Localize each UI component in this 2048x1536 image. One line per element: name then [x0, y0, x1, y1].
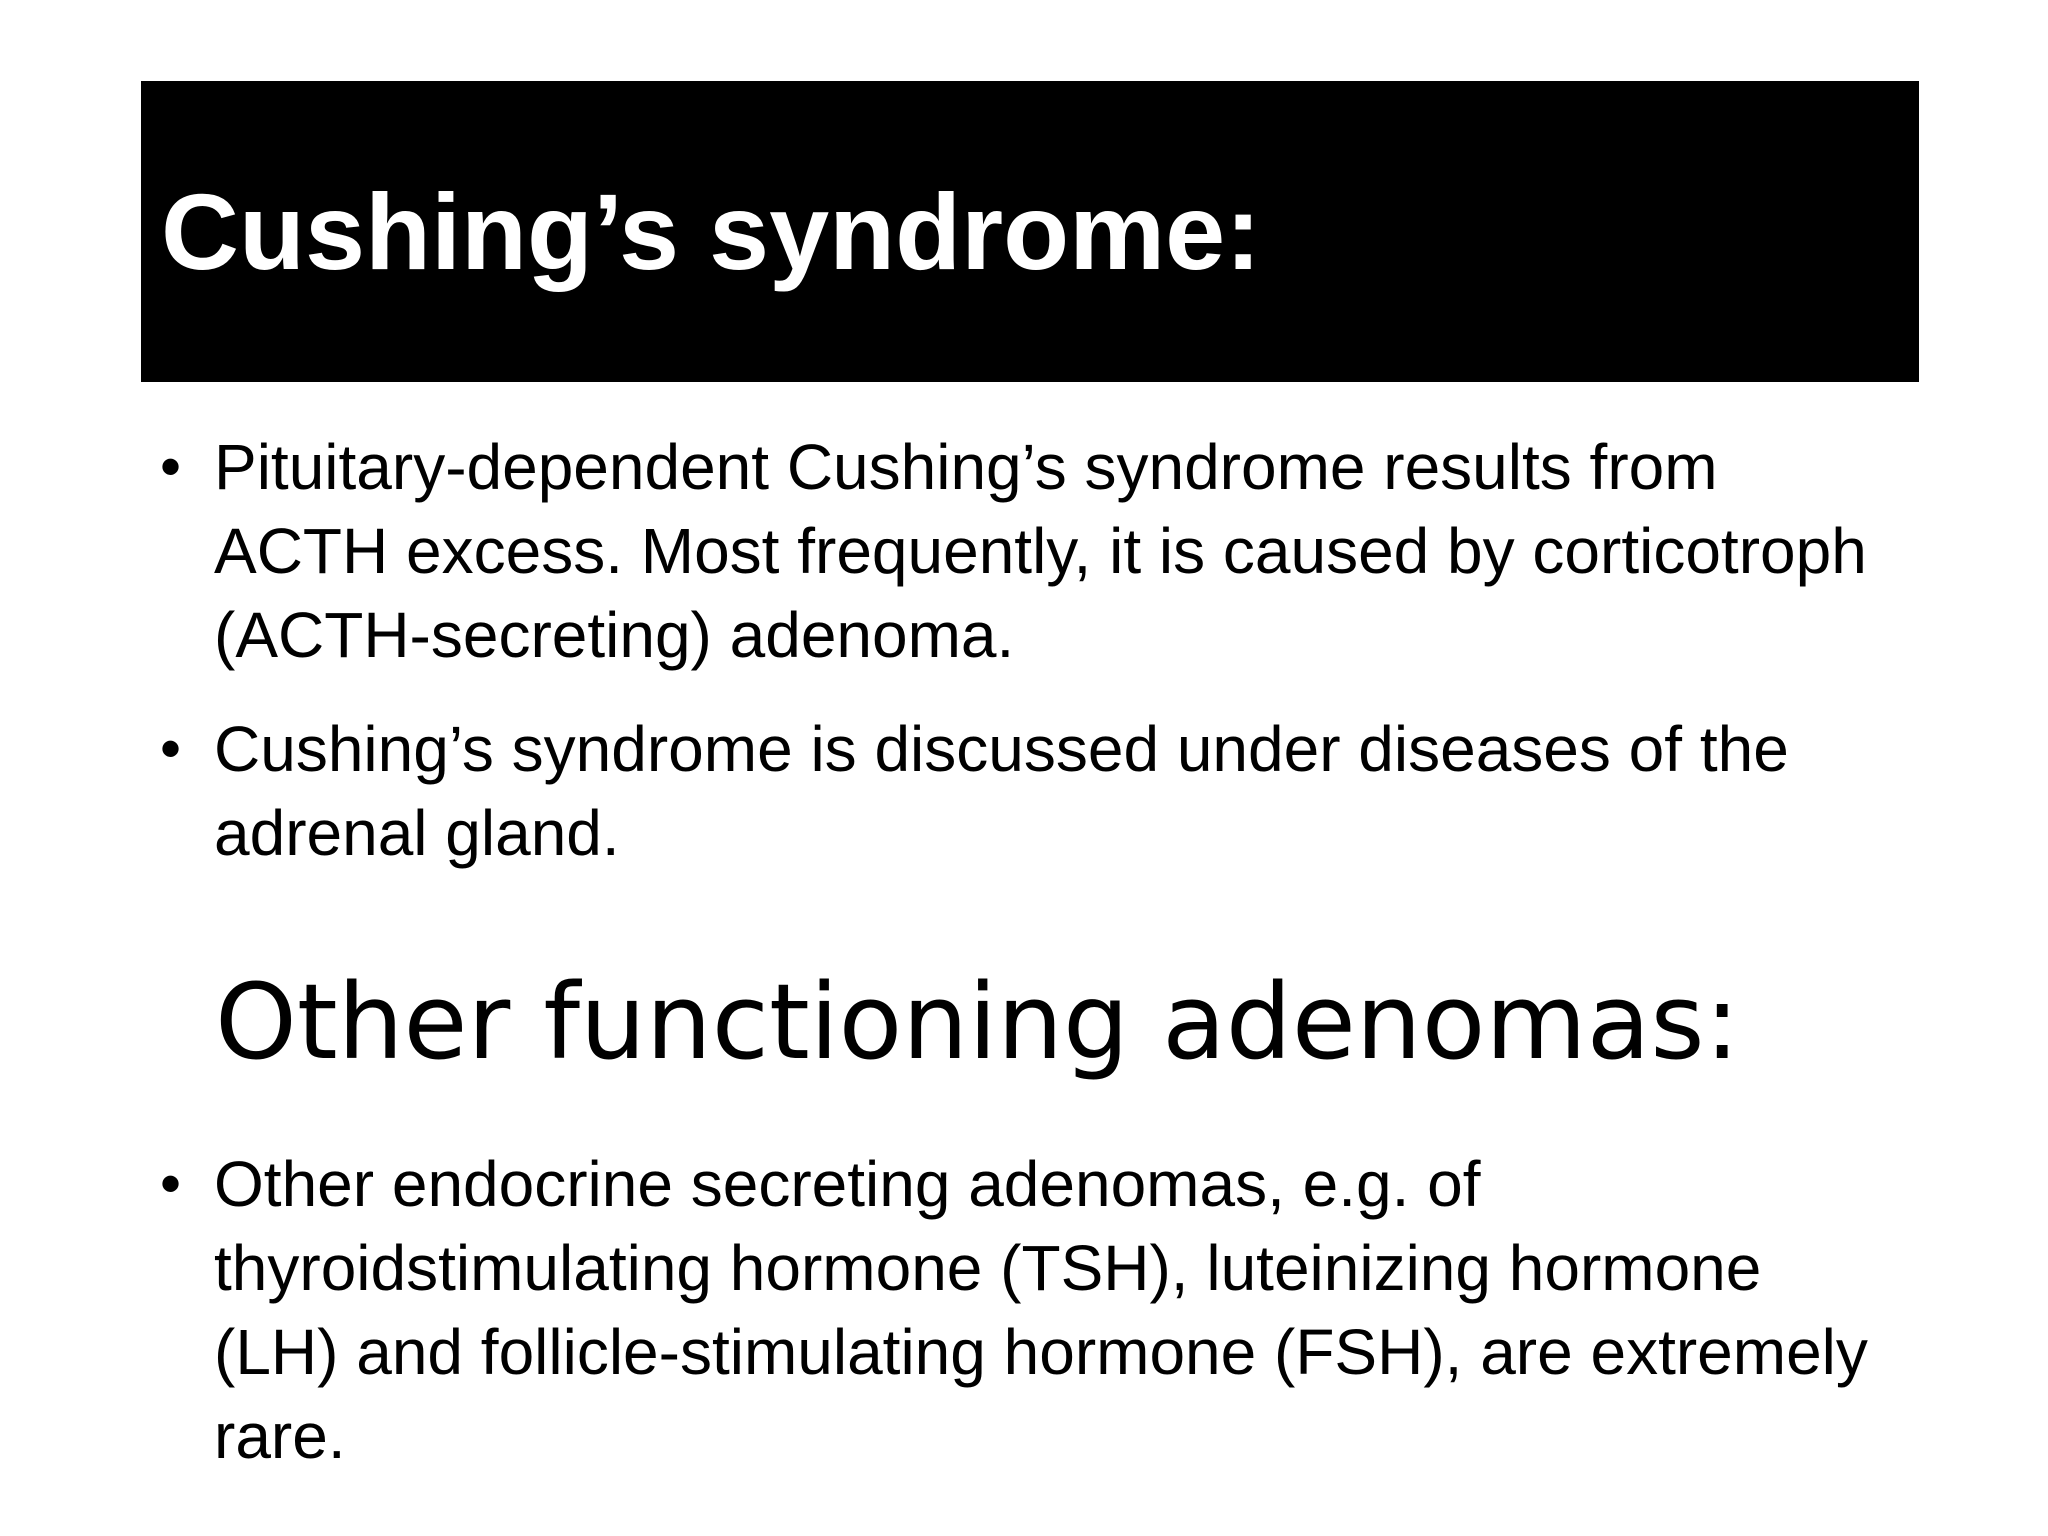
bullet-text: Other endocrine secreting adenomas, e.g. of thyroidstimulating hormone (TSH), luteinizing hormone (LH) and follicle-stimulating hormone (FSH), are extremely rare.	[214, 1148, 1868, 1472]
bullet-list-cushings	[160, 425, 1900, 905]
bullet-list-other-adenomas	[160, 1142, 1900, 1508]
bullet-item	[160, 1142, 1900, 1478]
title-bar	[141, 81, 1919, 382]
bullet-item	[160, 425, 1900, 677]
section-subheading: Other functioning adenomas:	[215, 961, 1740, 1083]
bullet-icon: •	[160, 715, 182, 782]
bullet-item	[160, 707, 1900, 875]
bullet-icon: •	[160, 433, 182, 500]
slide-title: Cushing’s syndrome:	[161, 171, 1262, 292]
bullet-text: Cushing’s syndrome is discussed under diseases of the adrenal gland.	[214, 713, 1789, 869]
bullet-icon: •	[160, 1150, 182, 1217]
bullet-text: Pituitary-dependent Cushing’s syndrome results from ACTH excess. Most frequently, it is caused by corticotroph (ACTH-secreting) adenoma.	[214, 431, 1867, 671]
